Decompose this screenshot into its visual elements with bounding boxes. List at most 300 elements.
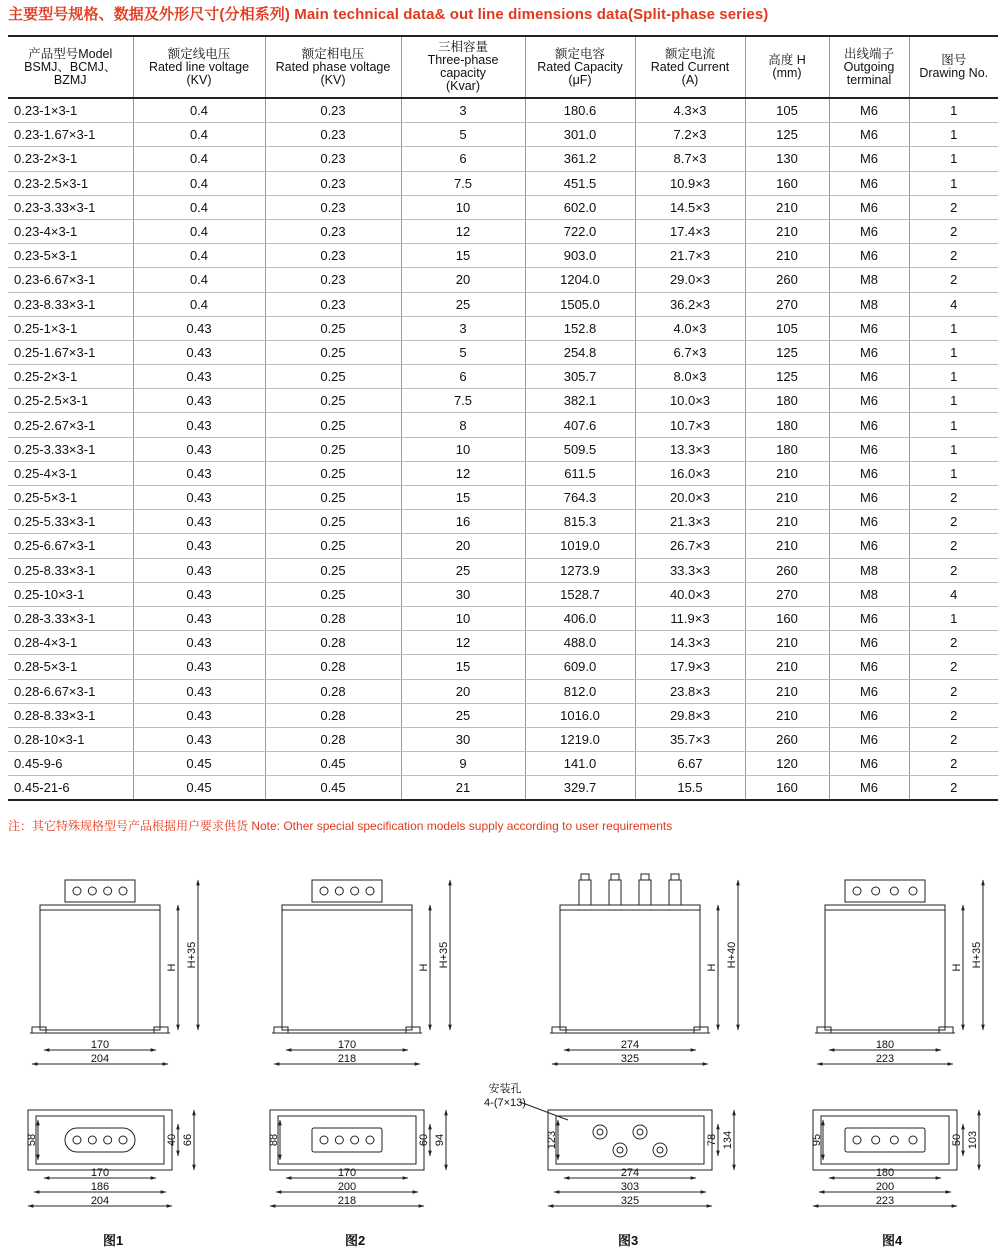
drawing-caption-3: 图3 [618,1233,639,1248]
table-cell: 0.43 [133,316,265,340]
table-cell: 105 [745,98,829,123]
table-cell: 0.4 [133,244,265,268]
drawing1-top-width-a: 170 [90,1167,110,1179]
table-cell: 260 [745,727,829,751]
table-cell: 8.7×3 [635,147,745,171]
terminal-hole [335,887,343,895]
table-cell: 1 [909,606,998,630]
table-cell: 7.5 [401,389,525,413]
table-cell: 3 [401,316,525,340]
table-cell: 0.4 [133,219,265,243]
table-cell: 0.43 [133,534,265,558]
table-cell: 20 [401,268,525,292]
column-header-line: 额定线电压 [167,46,231,61]
column-header-line: Rated Capacity [537,59,623,74]
column-header-0 [8,36,133,98]
table-cell: 25 [401,558,525,582]
drawing1-width-inner-dim: 170 [90,1039,110,1051]
bushing [579,880,591,905]
drawing2-top-width-a: 170 [337,1167,357,1179]
table-cell: 10 [401,195,525,219]
top-body [36,1116,164,1164]
table-cell: 609.0 [525,655,635,679]
terminal-hole-top [320,1136,328,1144]
top-body [278,1116,416,1164]
table-cell: 7.2×3 [635,123,745,147]
table-cell: 0.23 [265,147,401,171]
table-cell: M6 [829,316,909,340]
table-cell: 29.8×3 [635,703,745,727]
top-outline [548,1110,712,1170]
table-cell: M6 [829,776,909,801]
drawing4-top-dim-a: 95 [811,1133,823,1147]
column-header-line: 出线端子 [843,46,894,61]
column-header-line: (KV) [186,72,212,87]
table-cell: 30 [401,727,525,751]
table-cell: 0.23 [265,244,401,268]
table-cell: 812.0 [525,679,635,703]
table-cell: 0.45 [133,776,265,801]
bushing-top-core [597,1129,603,1135]
bushing-cap [671,874,679,880]
drawing3-top-width-b: 303 [620,1181,640,1193]
table-cell: 16.0×3 [635,461,745,485]
table-cell: 160 [745,776,829,801]
table-row [8,486,998,510]
table-cell: M6 [829,679,909,703]
table-cell: 815.3 [525,510,635,534]
column-header-line: BZMJ [53,72,87,87]
table-cell: 0.43 [133,389,265,413]
table-cell: 0.25 [265,510,401,534]
table-row [8,195,998,219]
table-cell: 29.0×3 [635,268,745,292]
table-cell: 260 [745,268,829,292]
terminal-hole-top [366,1136,374,1144]
capacitor-body [560,905,700,1030]
table-cell: 15.5 [635,776,745,801]
table-cell: M6 [829,752,909,776]
table-cell: 0.4 [133,147,265,171]
table-row [8,727,998,751]
bushing-top [653,1143,667,1157]
table-cell: 130 [745,147,829,171]
table-cell: 5 [401,340,525,364]
table-cell: 160 [745,606,829,630]
table-cell: 2 [909,558,998,582]
table-cell: 0.28 [265,655,401,679]
column-header-line: Rated line voltage [148,59,250,74]
table-cell: 1 [909,461,998,485]
table-cell: 0.23-2×3-1 [8,147,133,171]
drawing1-top-width-c: 204 [90,1195,110,1207]
column-header-line: (mm) [772,66,802,80]
table-cell: 4 [909,292,998,316]
terminal-hole [872,887,880,895]
table-cell: 141.0 [525,752,635,776]
table-cell: M6 [829,365,909,389]
table-cell: 2 [909,486,998,510]
table-cell: 25 [401,703,525,727]
column-header-7 [829,36,909,98]
table-cell: 26.7×3 [635,534,745,558]
table-cell: 15 [401,486,525,510]
terminal-hole-top [119,1136,127,1144]
drawing3-width-outer-dim: 325 [620,1053,640,1065]
table-cell: 1016.0 [525,703,635,727]
table-cell: 10.7×3 [635,413,745,437]
terminal-hole-top [351,1136,359,1144]
table-cell: 15 [401,244,525,268]
table-cell: 611.5 [525,461,635,485]
table-cell: 0.23-8.33×3-1 [8,292,133,316]
table-cell: 210 [745,244,829,268]
table-cell: 0.23-3.33×3-1 [8,195,133,219]
column-header-line: (A) [681,72,699,87]
table-cell: M6 [829,437,909,461]
terminal-block [65,880,135,902]
column-header-line: BSMJ、BCMJ、 [24,59,117,74]
mounting-hole-spec: 4-(7×13) [484,1097,526,1109]
table-row [8,365,998,389]
table-cell: 12 [401,461,525,485]
table-cell: 0.25-5×3-1 [8,486,133,510]
table-cell: 125 [745,123,829,147]
table-cell: 0.28-10×3-1 [8,727,133,751]
table-cell: 0.4 [133,268,265,292]
table-cell: 305.7 [525,365,635,389]
terminal-hole [104,887,112,895]
drawing4-width-inner-dim: 180 [875,1039,895,1051]
column-header-1 [133,36,265,98]
column-header-line: 额定电容 [554,46,605,61]
table-cell: 0.28-4×3-1 [8,631,133,655]
table-cell: 210 [745,461,829,485]
table-cell: 6.67 [635,752,745,776]
terminal-hole [890,887,898,895]
table-row [8,123,998,147]
drawing2-height-dim: H [418,963,430,972]
table-row [8,340,998,364]
table-cell: 488.0 [525,631,635,655]
column-header-3 [401,36,525,98]
table-cell: 0.25 [265,558,401,582]
table-cell: M6 [829,703,909,727]
bushing [609,880,621,905]
table-cell: 35.7×3 [635,727,745,751]
table-cell: 0.4 [133,195,265,219]
table-cell: 105 [745,316,829,340]
table-cell: 2 [909,752,998,776]
table-cell: 764.3 [525,486,635,510]
column-header-line: Three-phase capacity [427,53,499,80]
table-cell: 0.25-6.67×3-1 [8,534,133,558]
footnote: 注：其它特殊规格型号产品根据用户要求供货 Note: Other special specification models supply according to user requirements [8,819,673,833]
drawing1-top-dim-a: 58 [26,1133,38,1147]
drawing1-width-outer-dim: 204 [90,1053,110,1065]
terminal-hole [366,887,374,895]
table-cell: 0.23 [265,98,401,123]
table-cell: 0.45 [265,752,401,776]
table-cell: 0.25-5.33×3-1 [8,510,133,534]
terminal-hole-top [335,1136,343,1144]
drawing4-top-view [813,1110,957,1170]
drawing-caption-1: 图1 [103,1233,124,1248]
table-cell: 210 [745,219,829,243]
bushing-cap [641,874,649,880]
table-cell: 0.25-2.5×3-1 [8,389,133,413]
table-cell: 2 [909,219,998,243]
table-cell: M6 [829,510,909,534]
table-row [8,461,998,485]
table-row [8,244,998,268]
table-cell: 210 [745,631,829,655]
table-cell: 0.28-8.33×3-1 [8,703,133,727]
page-title: 主要型号规格、数据及外形尺寸(分相系列) Main technical data& out line dimensions data(Split-phase series) [8,6,769,23]
table-cell: 406.0 [525,606,635,630]
column-header-line: Rated phase voltage [275,59,391,74]
drawing2-top-width-c: 218 [337,1195,357,1207]
table-cell: 0.28 [265,727,401,751]
table-cell: 0.25 [265,316,401,340]
table-cell: 20 [401,679,525,703]
table-cell: 0.25 [265,534,401,558]
table-cell: 0.25 [265,486,401,510]
table-row [8,389,998,413]
spec-table [8,35,998,801]
table-cell: 13.3×3 [635,437,745,461]
table-cell: 0.45 [133,752,265,776]
table-cell: 270 [745,582,829,606]
bushing-top-core [617,1147,623,1153]
table-cell: 6.7×3 [635,340,745,364]
table-cell: 210 [745,486,829,510]
capacitor-body [282,905,412,1030]
table-cell: M6 [829,340,909,364]
table-cell: 2 [909,703,998,727]
table-cell: 0.45-21-6 [8,776,133,801]
table-cell: 2 [909,244,998,268]
table-cell: 602.0 [525,195,635,219]
table-cell: 0.25 [265,461,401,485]
table-cell: 33.3×3 [635,558,745,582]
table-cell: 0.23-4×3-1 [8,219,133,243]
table-cell: 0.43 [133,340,265,364]
table-cell: 0.25 [265,582,401,606]
table-cell: M6 [829,123,909,147]
table-row [8,655,998,679]
table-cell: 210 [745,655,829,679]
terminal-hole [73,887,81,895]
table-cell: M8 [829,558,909,582]
table-cell: M8 [829,268,909,292]
table-cell: 407.6 [525,413,635,437]
table-cell: 2 [909,727,998,751]
terminal-hole [909,887,917,895]
table-cell: M6 [829,171,909,195]
table-cell: 4 [909,582,998,606]
table-cell: 0.43 [133,461,265,485]
table-cell: 0.25 [265,437,401,461]
table-cell: 10 [401,606,525,630]
table-cell: 17.4×3 [635,219,745,243]
table-cell: 180.6 [525,98,635,123]
table-cell: 2 [909,534,998,558]
table-cell: 361.2 [525,147,635,171]
table-cell: 2 [909,776,998,801]
terminal-block-top [312,1128,382,1152]
table-cell: 152.8 [525,316,635,340]
table-cell: 8.0×3 [635,365,745,389]
table-cell: 6 [401,147,525,171]
drawing-caption-2: 图2 [345,1233,366,1248]
table-cell: 0.28 [265,631,401,655]
drawing3-top-dim-b: 78 [706,1133,718,1147]
column-header-line: 三相容量 [437,40,488,54]
table-cell: 120 [745,752,829,776]
table-cell: 0.4 [133,98,265,123]
table-cell: 2 [909,268,998,292]
table-cell: 125 [745,340,829,364]
drawing4-top-width-a: 180 [875,1167,895,1179]
table-cell: M6 [829,534,909,558]
table-cell: 0.23 [265,268,401,292]
table-cell: 0.25-2.67×3-1 [8,413,133,437]
table-cell: 0.43 [133,558,265,582]
terminal-hole-top [853,1136,861,1144]
table-cell: 14.3×3 [635,631,745,655]
table-body [8,98,998,800]
table-cell: 0.4 [133,171,265,195]
drawing3-top-width-c: 325 [620,1195,640,1207]
table-cell: 40.0×3 [635,582,745,606]
drawing2-top-width-b: 200 [337,1181,357,1193]
drawing2-top-view [270,1110,424,1170]
table-cell: 0.43 [133,582,265,606]
table-cell: 301.0 [525,123,635,147]
drawing4-top-dim-c: 103 [967,1130,979,1150]
table-cell: 0.43 [133,727,265,751]
table-cell: 0.43 [133,606,265,630]
column-header-line: 额定相电压 [301,46,365,61]
column-header-line: (Kvar) [445,79,481,93]
table-cell: 0.25-4×3-1 [8,461,133,485]
table-cell: 2 [909,195,998,219]
table-cell: 125 [745,365,829,389]
column-header-line: 高度 H [768,53,806,67]
terminal-block-top [845,1128,925,1152]
terminal-block [845,880,925,902]
table-cell: 12 [401,631,525,655]
column-header-line: 额定电流 [664,46,715,61]
drawing4-top-width-c: 223 [875,1195,895,1207]
table-cell: 0.43 [133,437,265,461]
table-cell: 0.43 [133,510,265,534]
drawing1-height-dim: H [166,963,178,972]
table-cell: M6 [829,98,909,123]
table-cell: M6 [829,606,909,630]
table-cell: 0.23-6.67×3-1 [8,268,133,292]
drawing4-width-outer-dim: 223 [875,1053,895,1065]
table-cell: 0.43 [133,679,265,703]
table-row [8,776,998,801]
column-header-line: 图号 [941,53,967,67]
table-header-row [8,36,998,98]
table-cell: 0.43 [133,703,265,727]
drawing3-height-dim: H [706,963,718,972]
table-cell: M8 [829,582,909,606]
table-cell: 0.28 [265,606,401,630]
table-cell: 260 [745,558,829,582]
table-cell: M6 [829,655,909,679]
drawing3-height-total-dim: H+40 [726,941,738,969]
table-cell: 1019.0 [525,534,635,558]
terminal-hole [119,887,127,895]
drawing1-top-width-b: 186 [90,1181,110,1193]
drawing4-front-view [815,880,955,1033]
table-cell: 0.25-1×3-1 [8,316,133,340]
table-cell: 4.0×3 [635,316,745,340]
table-cell: 10.0×3 [635,389,745,413]
drawing1-top-dim-b: 40 [166,1133,178,1147]
drawing4-height-total-dim: H+35 [971,941,983,969]
table-cell: 1204.0 [525,268,635,292]
column-header-line: terminal [846,72,892,87]
table-cell: 1 [909,389,998,413]
table-row [8,582,998,606]
table-row [8,219,998,243]
column-header-4 [525,36,635,98]
top-outline [28,1110,172,1170]
table-cell: M6 [829,195,909,219]
table-cell: 1 [909,123,998,147]
drawing3-front-view [550,874,710,1033]
bushing [639,880,651,905]
top-body [556,1116,704,1164]
table-cell: 210 [745,195,829,219]
table-cell: 0.28 [265,679,401,703]
table-cell: 0.23-1.67×3-1 [8,123,133,147]
table-row [8,752,998,776]
drawing1-top-dim-c: 66 [182,1133,194,1147]
drawing2-top-dim-c: 94 [434,1133,446,1147]
terminal-block-top [65,1128,135,1152]
drawing2-top-dim-a: 88 [268,1133,280,1147]
table-cell: 3 [401,98,525,123]
table-cell: 210 [745,679,829,703]
table-cell: 254.8 [525,340,635,364]
column-header-2 [265,36,401,98]
table-cell: 1219.0 [525,727,635,751]
table-cell: 210 [745,534,829,558]
table-cell: 6 [401,365,525,389]
table-row [8,98,998,123]
table-cell: 23.8×3 [635,679,745,703]
table-cell: 0.43 [133,631,265,655]
table-row [8,558,998,582]
outline-drawings [0,860,1000,1230]
table-cell: 1 [909,147,998,171]
table-cell: 0.45-9-6 [8,752,133,776]
drawing1-top-view [28,1110,172,1170]
terminal-hole [351,887,359,895]
terminal-hole [88,887,96,895]
table-row [8,316,998,340]
capacitor-body [825,905,945,1030]
bushing [669,880,681,905]
table-cell: 382.1 [525,389,635,413]
table-cell: 160 [745,171,829,195]
